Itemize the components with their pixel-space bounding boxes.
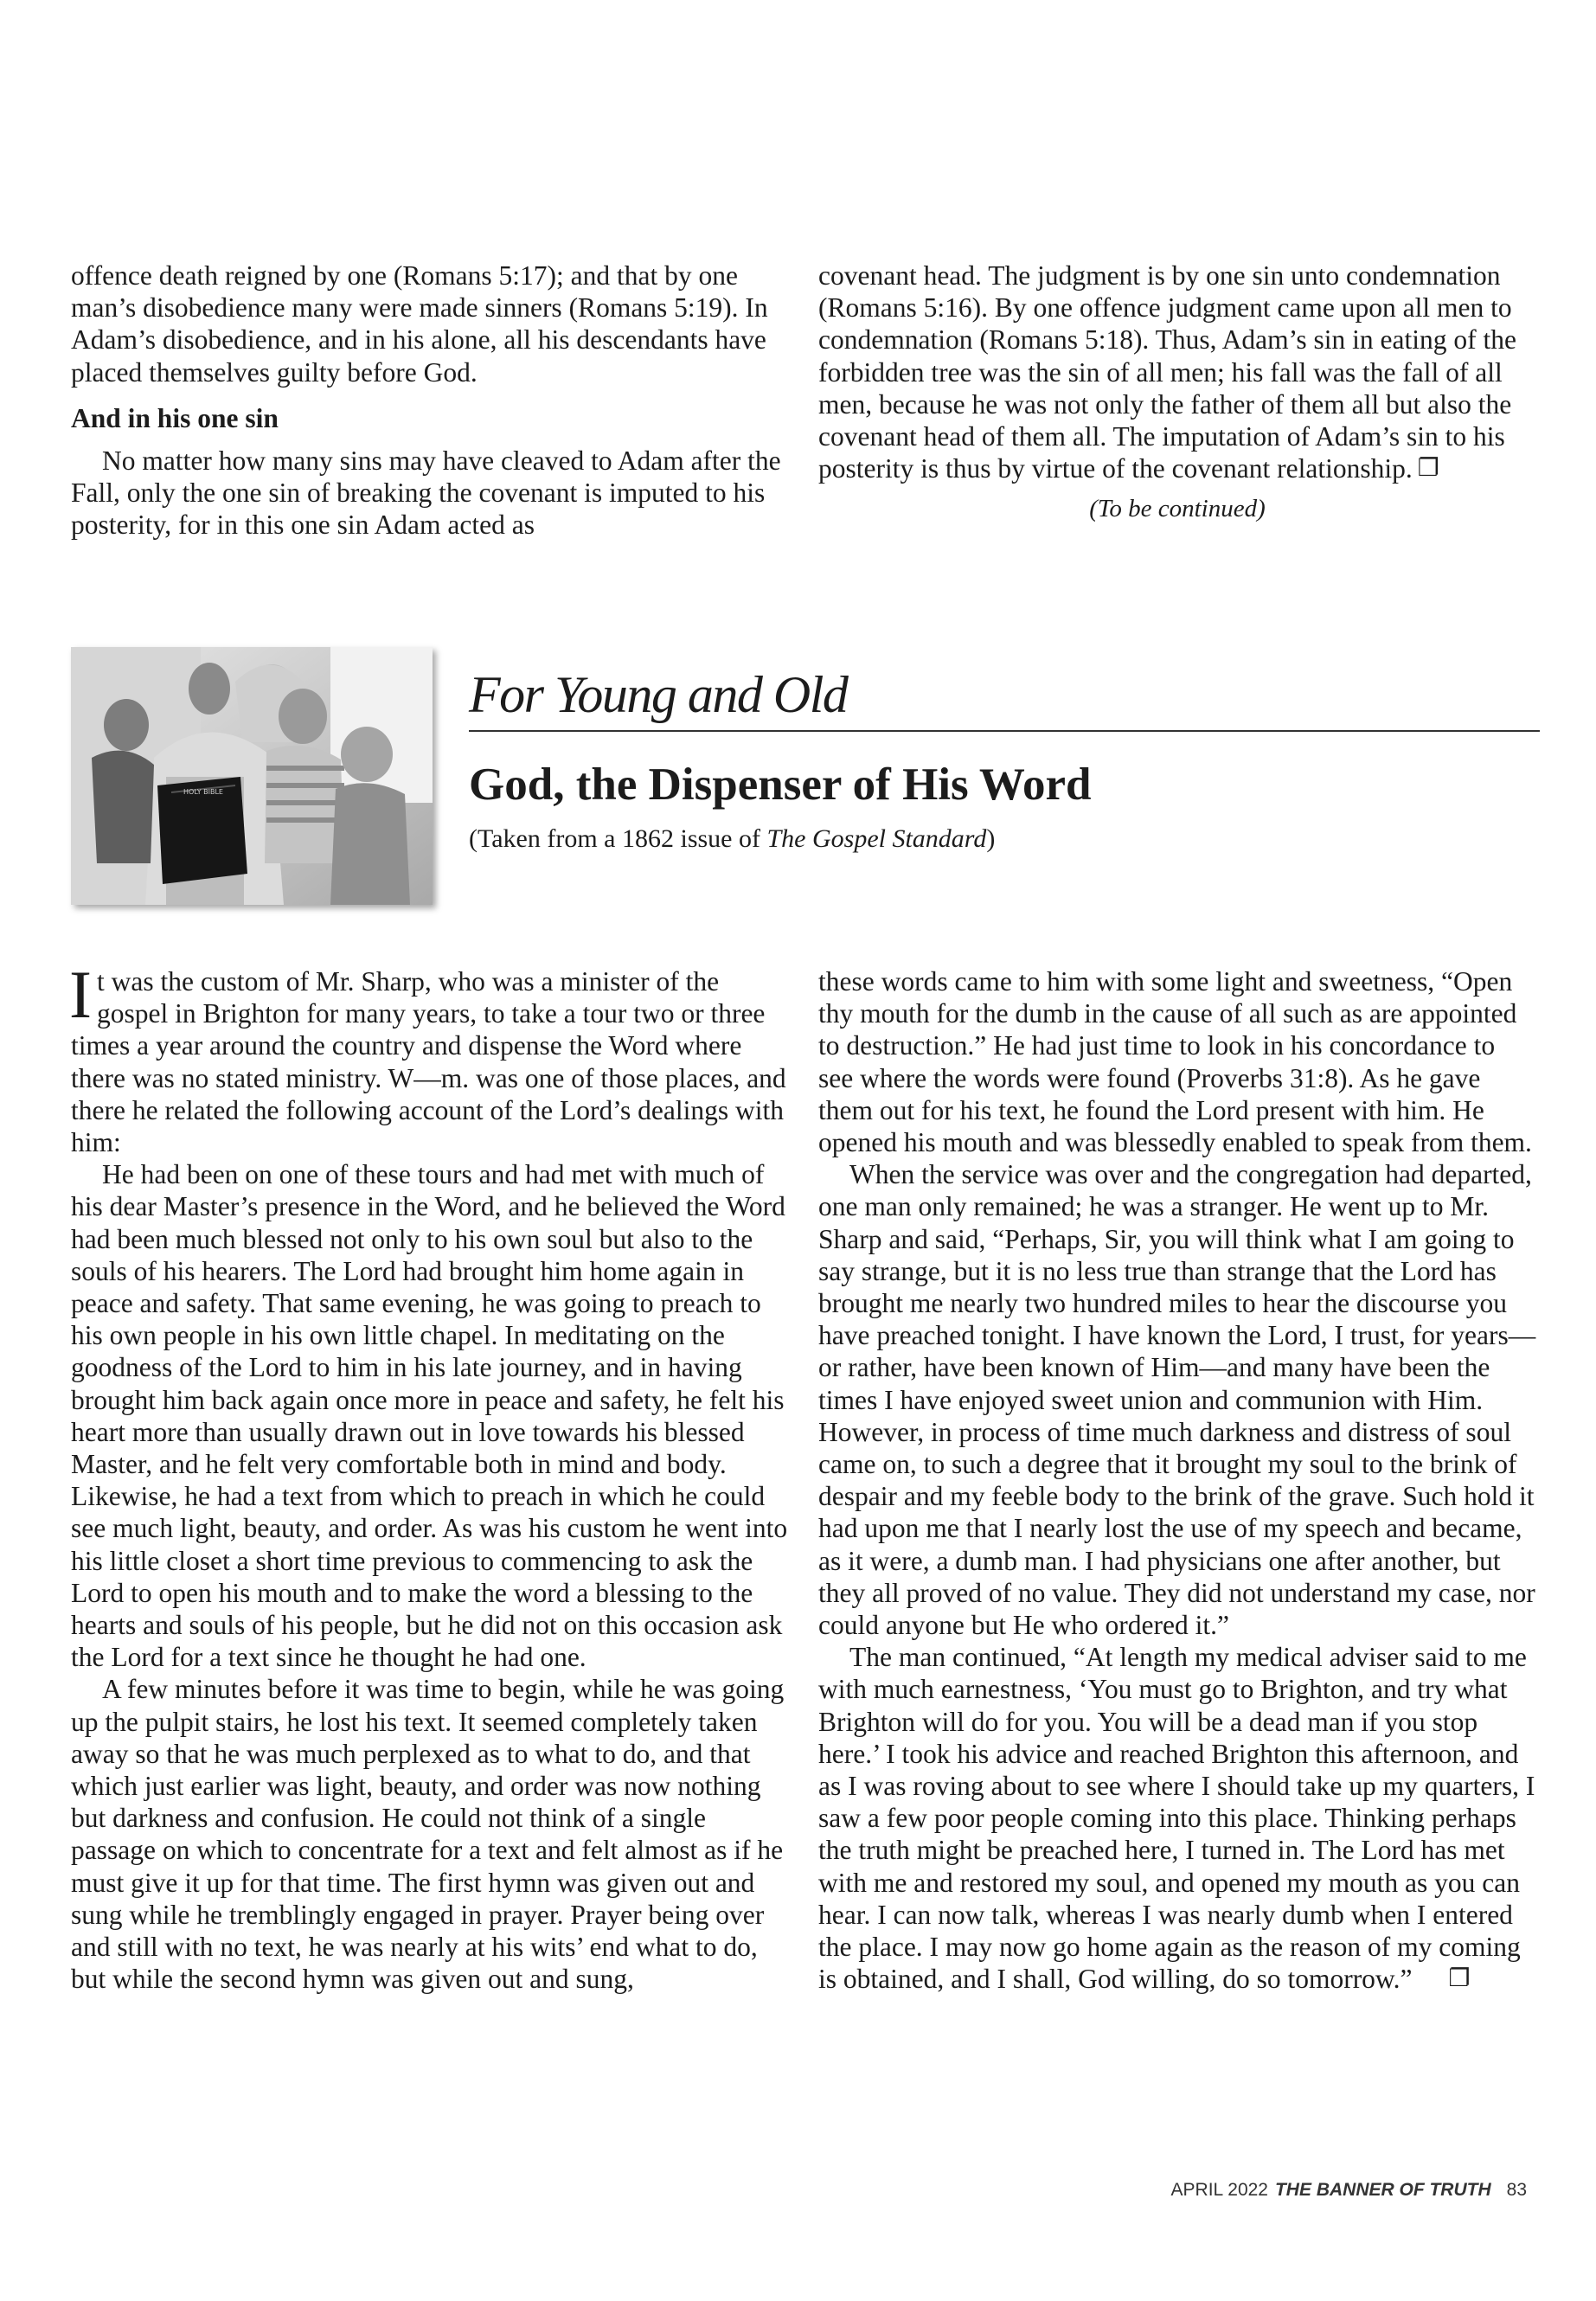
page-number: 83: [1506, 2180, 1527, 2200]
drop-cap: I: [69, 957, 92, 1032]
body-paragraph: [818, 1641, 1536, 1995]
paragraph-text: t was the custom of Mr. Sharp, who was a minister of the gospel in Brighton for many years, to take a tour two or three times a year around the country and dispense the Word where there was no stated ministry. W—m. was one of those places, and there he related the following account of the Lord’s dealings with him:: [71, 966, 786, 1158]
paragraph-text: The man continued, “At length my medical adviser said to me with much earnestness, ‘You must go to Brighton, and try what Brighton will do for you. You will be a dead man if you stop here.’ I took his advice and reached Brighton this afternoon, and as I was roving about to see where I should take up my quarters, I saw a few poor people coming into this place. Thinking perhaps the truth might be preached here, I turned in. The Lord has met with me and restored my soul, and opened my mouth as you can hear. I can now talk, whereas I was nearly dumb when I entered the place. I may now go home again as the reason of my coming is obtained, and I shall, God willing, do so tomorrow.”: [818, 1642, 1535, 1995]
family-photo-graphic: [71, 647, 433, 905]
to-be-continued: (To be continued): [1089, 495, 1266, 523]
section-heading: [469, 664, 1540, 732]
article-right-column: [818, 965, 1536, 1996]
body-paragraph: A few minutes before it was time to begin, while he was going up the pulpit stairs, he lost his text. It seemed completely taken away so that he was much perplexed as to what to do, and that which just earlier was light, beauty, and order was now nothing but darkness and confusion. He could not think of a single passage on which to concentrate for a text and felt almost as if he must give it up for that time. The first hymn was given out and sung while he tremblingly engaged in prayer. Prayer being over and still with no text, he was nearly at his wits’ end what to do, but while the second hymn was given out and sung,: [71, 1674, 785, 1995]
subheading: And in his one sin: [71, 402, 279, 433]
end-mark-icon: ❐: [1448, 1964, 1471, 1993]
article-left-column: [69, 957, 789, 1996]
bible-cover-text: HOLY BIBLE: [183, 788, 223, 796]
article-title: God, the Dispenser of His Word: [469, 760, 1092, 810]
source-prefix: (Taken from a 1862 issue of: [469, 824, 767, 853]
body-paragraph: When the service was over and the congregation had departed, one man only remained; he was a stranger. He went up to Mr. Sharp and said, “Perhaps, Sir, you will think what I am going to say strange, but it is no less true than strange that the Lord has brought me nearly two hundred miles to hear the discourse you have preached tonight. I have known the Lord, I trust, for years—or rather, have been known of Him—and many have been the times I have enjoyed sweet union and communion with Him. However, in process of time much darkness and distress of soul came on, to such a degree that it brought my soul to the brink of despair and my feeble body to the brink of the grave. Such hold it had upon me that I nearly lost the use of my speech and became, as it were, a dumb man. I had physicians one after another, but they all proved of no value. They did not understand my case, nor could anyone but He who ordered it.”: [818, 1159, 1536, 1641]
body-paragraph: He had been on one of these tours and had met with much of his dear Master’s presence in the Word, and he believed the Word had been much blessed not only to his own soul but also to the souls of his hearers. The Lord had brought him home again in peace and safety. That same evening, he was going to preach to his own people in his own little chapel. In meditating on the goodness of the Lord to him in his late journey, and in having brought him back again once more in peace and safety, he felt his heart more than usually drawn out in love towards his blessed Master, and he felt very comfortable both in mind and body. Likewise, he had a text from which to preach in which he could see much light, beauty, and order. As was his custom he went into his little closet a short time previous to commencing to ask the Lord to open his mouth and to make the word a blessing to the hearts and souls of his people, but he did not on this occasion ask the Lord for a text since he thought he had one.: [71, 1159, 788, 1673]
page-footer: [1171, 2178, 1527, 2202]
footer-publication: THE BANNER OF TRUTH: [1274, 2180, 1491, 2200]
top-right-column: [818, 260, 1536, 526]
section-title: For Young and Old: [469, 666, 848, 723]
paragraph-text: covenant head. The judgment is by one sin unto condemnation (Romans 5:16). By one offence judgment came upon all men to condemnation (Romans 5:18). Thus, Adam’s sin in eating of the forbidden tree was the sin of all men; his fall was the fall of all men, because he was not only the father of them all but also the covenant head of them all. The imputation of Adam’s sin to his posterity is thus by virtue of the covenant relationship.: [818, 260, 1516, 484]
body-paragraph: offence death reigned by one (Romans 5:17); and that by one man’s disobedience many were made sinners (Romans 5:19). In Adam’s disobedience, and in his alone, all his descendants have placed themselves guilty before God.: [71, 260, 768, 388]
footer-date: APRIL 2022: [1170, 2180, 1268, 2200]
body-paragraph: No matter how many sins may have cleaved to Adam after the Fall, only the one sin of breaking the covenant is imputed to his posterity, for in this one sin Adam acted as: [71, 445, 781, 541]
body-paragraph: [818, 260, 1536, 484]
article-source: [469, 822, 995, 856]
source-publication: The Gospel Standard: [766, 824, 987, 853]
top-left-column: [71, 260, 789, 542]
first-paragraph: [69, 957, 789, 1158]
source-suffix: ): [986, 824, 996, 853]
body-paragraph: these words came to him with some light and sweetness, “Open thy mouth for the dumb in the cause of all such as are appointed to destruction.” He had just time to look in his concordance to see where the words were found (Proverbs 31:8). As he gave them out for his text, he found the Lord present with him. He opened his mouth and was blessedly enabled to speak from them.: [818, 966, 1532, 1158]
end-mark-icon: ❐: [1417, 453, 1439, 483]
family-photo: [71, 647, 433, 905]
